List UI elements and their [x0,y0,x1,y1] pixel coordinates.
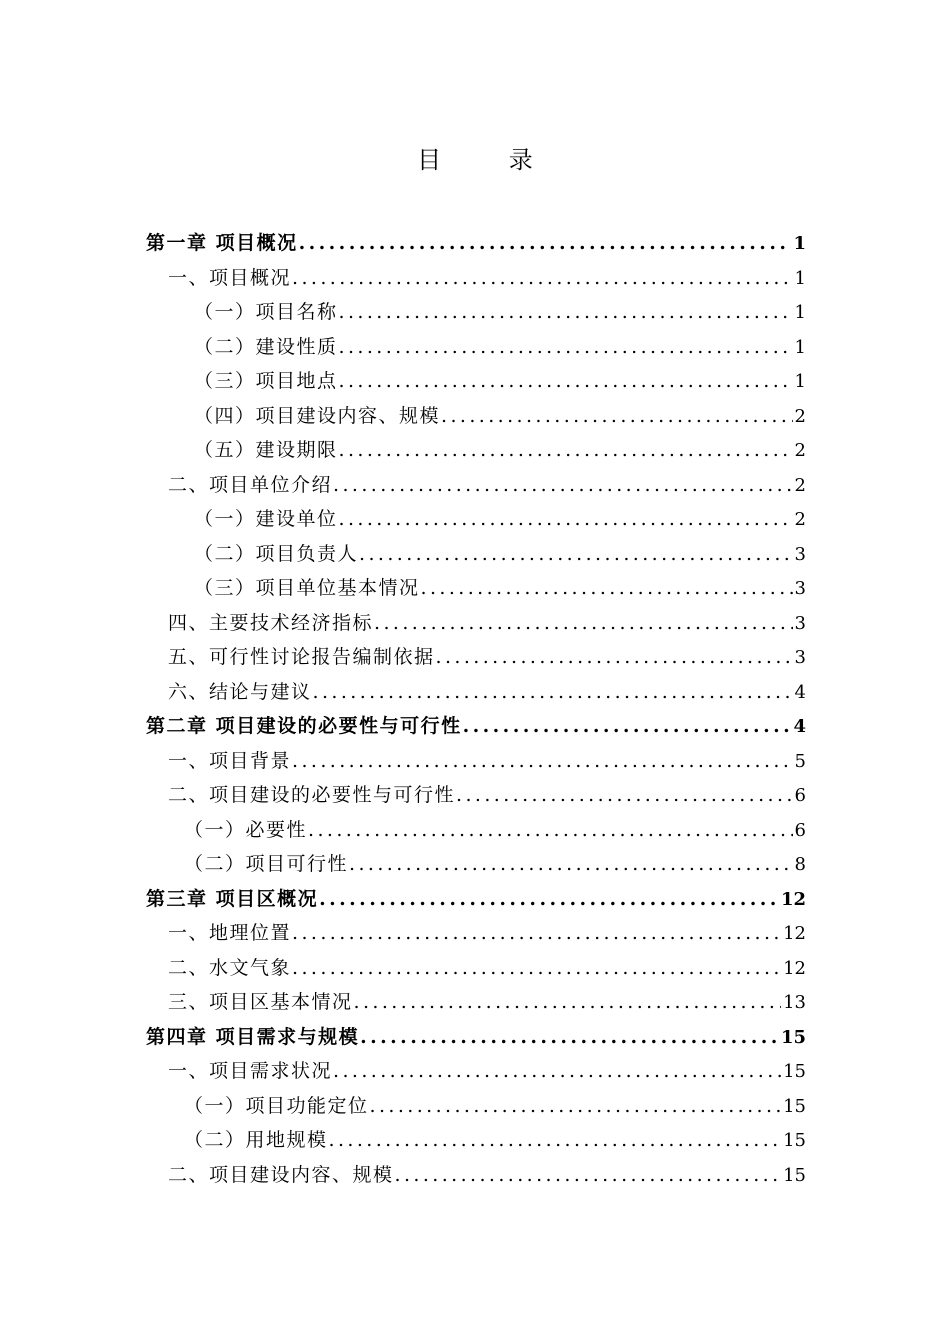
toc-dot-leader [421,571,793,606]
toc-entry[interactable] [146,502,806,537]
toc-page-number: 15 [783,1130,806,1151]
toc-page-number: 2 [794,405,806,427]
toc-entry[interactable] [146,985,806,1020]
toc-page-number: 15 [783,1061,806,1082]
toc-page-number: 6 [794,819,806,841]
toc-entry[interactable] [146,606,806,641]
toc-entry-label: （一）项目名称 [194,301,338,323]
toc-dot-leader [339,330,793,365]
toc-page-number: 1 [794,302,806,323]
toc-entry[interactable] [146,226,806,261]
toc-entry[interactable] [146,537,806,572]
toc-entry[interactable] [146,433,806,468]
toc-entry-label: 第三章 项目区概况 [146,887,319,910]
toc-dot-leader [339,433,793,468]
toc-entry-label: （三）项目地点 [194,370,338,392]
toc-dot-leader [370,1089,782,1124]
toc-entry[interactable] [146,1089,806,1124]
toc-page-number: 2 [794,474,806,496]
toc-entry-label: 二、项目建设的必要性与可行性 [168,784,456,806]
toc-entry[interactable] [146,1020,806,1055]
toc-page-number: 1 [794,371,806,392]
toc-entry[interactable] [146,847,806,882]
toc-entry[interactable] [146,744,806,779]
toc-entry-label: 六、结论与建议 [168,680,312,703]
toc-page-number: 3 [794,647,806,668]
toc-page-number: 3 [794,578,806,599]
toc-entry-label: 三、项目区基本情况 [168,991,353,1013]
toc-page-number: 6 [794,785,806,806]
toc-page-number: 8 [794,854,806,875]
toc-entry[interactable] [146,1054,806,1089]
toc-dot-leader [349,847,793,882]
toc-entry-label: 二、项目建设内容、规模 [168,1163,394,1186]
toc-dot-leader [359,537,793,572]
toc-dot-leader [333,468,793,503]
toc-entry-label: 二、项目单位介绍 [168,473,333,496]
toc-entry-label: （二）用地规模 [184,1129,328,1151]
toc-dot-leader [456,778,793,813]
toc-dot-leader [339,502,793,537]
toc-page-number: 4 [793,716,806,737]
toc-entry-label: 第一章 项目概况 [146,232,298,254]
toc-page-number: 12 [780,888,806,910]
toc-entry[interactable] [146,951,806,986]
toc-dot-leader [333,1054,781,1089]
table-of-contents [146,226,806,1192]
toc-dot-leader [354,985,782,1020]
toc-entry[interactable] [146,364,806,399]
toc-dot-leader [319,882,779,917]
toc-entry[interactable] [146,330,806,365]
page-title: 目 录 [417,146,563,174]
toc-page-number: 12 [783,923,806,944]
toc-entry[interactable] [146,295,806,330]
toc-page-number: 3 [794,612,806,634]
toc-entry-label: 一、项目背景 [168,749,292,772]
toc-dot-leader [374,606,793,641]
toc-page-number: 3 [794,543,806,565]
toc-page-number: 1 [793,233,806,254]
toc-page-number: 15 [783,1095,806,1117]
toc-entry-label: （一）建设单位 [194,508,338,530]
toc-entry-label: 二、水文气象 [168,956,292,979]
toc-entry[interactable] [146,813,806,848]
toc-entry-label: 一、项目需求状况 [168,1060,333,1082]
toc-entry[interactable] [146,1158,806,1193]
toc-entry-label: 第二章 项目建设的必要性与可行性 [146,715,462,737]
toc-entry[interactable] [146,916,806,951]
toc-entry[interactable] [146,709,806,744]
toc-entry[interactable] [146,882,806,917]
toc-dot-leader [299,226,792,261]
toc-page-number: 1 [794,267,806,289]
toc-page-number: 2 [794,440,806,461]
toc-entry-label: （一）项目功能定位 [184,1094,369,1117]
toc-entry-label: （一）必要性 [184,818,308,841]
toc-dot-leader [308,813,793,848]
toc-entry-label: （五）建设期限 [194,439,338,461]
toc-dot-leader [436,640,793,675]
toc-page-number: 15 [783,1164,806,1186]
toc-page-number: 1 [794,336,806,358]
toc-entry[interactable] [146,468,806,503]
toc-entry-label: （二）项目可行性 [184,853,349,875]
toc-dot-leader [339,295,793,330]
toc-dot-leader [292,261,793,296]
toc-dot-leader [395,1158,782,1193]
toc-dot-leader [292,744,793,779]
toc-page-number: 13 [783,992,806,1013]
toc-dot-leader [441,399,793,434]
toc-dot-leader [313,675,793,710]
toc-entry-label: 五、可行性讨论报告编制依据 [168,646,435,668]
toc-entry[interactable] [146,778,806,813]
toc-dot-leader [339,364,793,399]
toc-page-number: 2 [794,509,806,530]
toc-page-number: 5 [794,750,806,772]
toc-entry[interactable] [146,399,806,434]
toc-page-number: 4 [794,681,806,703]
toc-dot-leader [360,1020,779,1055]
toc-page-number: 15 [780,1026,806,1048]
toc-dot-leader [463,709,792,744]
toc-entry[interactable] [146,261,806,296]
toc-entry-label: （三）项目单位基本情况 [194,577,420,599]
toc-entry-label: （四）项目建设内容、规模 [194,404,441,427]
toc-entry[interactable] [146,640,806,675]
toc-entry[interactable] [146,675,806,710]
toc-page-number: 12 [783,957,806,979]
toc-entry-label: （二）项目负责人 [194,542,359,565]
toc-entry-label: 四、主要技术经济指标 [168,611,374,634]
toc-entry[interactable] [146,571,806,606]
toc-entry-label: （二）建设性质 [194,335,338,358]
toc-entry-label: 第四章 项目需求与规模 [146,1025,360,1048]
toc-entry-label: 一、项目概况 [168,266,292,289]
toc-dot-leader [292,951,781,986]
toc-dot-leader [292,916,781,951]
toc-entry-label: 一、地理位置 [168,922,292,944]
toc-dot-leader [329,1123,782,1158]
toc-entry[interactable] [146,1123,806,1158]
